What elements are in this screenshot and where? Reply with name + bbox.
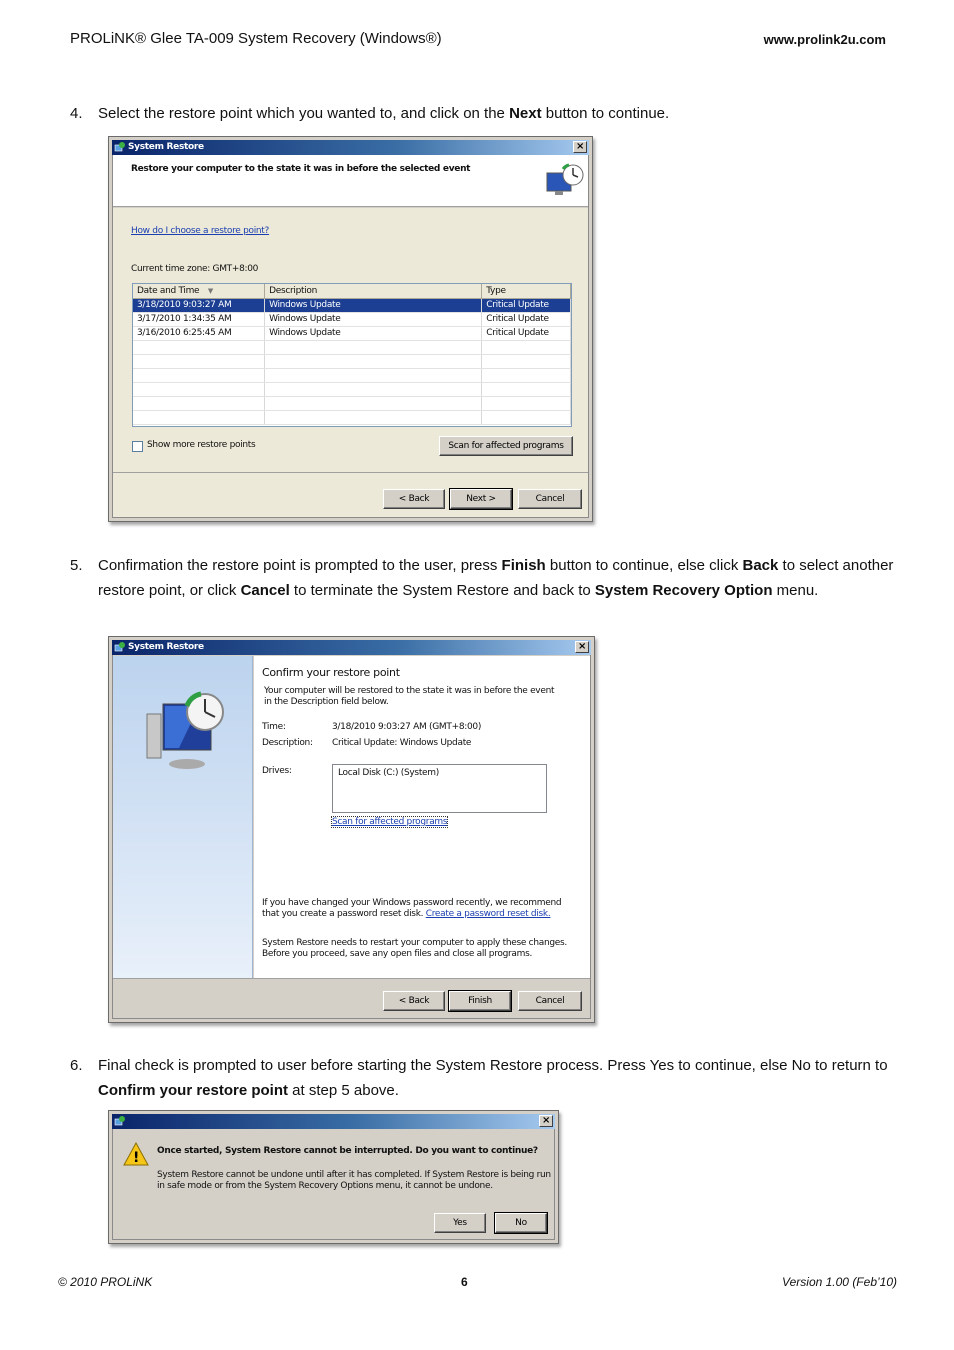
system-restore-icon xyxy=(114,141,126,153)
column-date-time[interactable]: Date and Time ▼ xyxy=(133,284,265,298)
system-restore-dialog-2 xyxy=(108,636,595,1023)
warning-glyph: ! xyxy=(132,1150,140,1166)
table-row[interactable] xyxy=(133,326,571,340)
step-text: at step 5 above. xyxy=(288,1081,399,1099)
row-date: 3/17/2010 1:34:35 AM xyxy=(133,312,265,326)
step-text: button to continue, else click xyxy=(545,557,743,574)
warning-heading: Once started, System Restore cannot be interrupted. Do you want to continue? xyxy=(157,1146,538,1156)
warning-body: in safe mode or from the System Recovery Options menu, it cannot be undone. xyxy=(157,1181,493,1191)
empty-row xyxy=(133,410,571,424)
system-restore-dialog-1 xyxy=(108,136,593,522)
password-note: If you have changed your Windows password recently, we recommend xyxy=(262,898,562,908)
warning-body: System Restore cannot be undone until after it has completed. If System Restore is being run xyxy=(157,1170,551,1180)
wizard-body xyxy=(113,208,588,517)
help-link[interactable]: How do I choose a restore point? xyxy=(131,226,270,236)
divider xyxy=(113,472,588,473)
restart-note: System Restore needs to restart your computer to apply these changes. xyxy=(262,938,567,948)
step-bold: Confirm your restore point xyxy=(98,1081,289,1099)
empty-row xyxy=(133,382,571,396)
footer-page-number: 6 xyxy=(461,1275,468,1289)
warning-icon xyxy=(123,1142,149,1166)
finish-button[interactable]: Finish xyxy=(449,991,511,1011)
titlebar xyxy=(112,140,589,155)
description-label: Description: xyxy=(262,738,313,748)
step-text: Select the restore point which you wanted to, and click on the xyxy=(98,105,510,122)
sort-down-icon: ▼ xyxy=(207,286,213,295)
dialog-title: System Restore xyxy=(128,642,204,652)
description-value: Critical Update: Windows Update xyxy=(332,738,472,748)
empty-row xyxy=(133,368,571,382)
step-text: button to continue. xyxy=(541,105,670,122)
confirm-heading: Confirm your restore point xyxy=(262,666,400,679)
titlebar xyxy=(112,1114,555,1129)
show-more-checkbox[interactable] xyxy=(132,441,143,452)
titlebar xyxy=(112,640,591,655)
wizard-header xyxy=(113,155,588,207)
drive-item: Local Disk (C:) (System) xyxy=(338,768,439,778)
restart-note: Before you proceed, save any open files and close all programs. xyxy=(262,949,533,959)
step-bold: Back xyxy=(742,557,779,574)
no-button[interactable]: No xyxy=(495,1213,547,1233)
column-type[interactable]: Type xyxy=(482,284,571,298)
system-restore-large-icon xyxy=(139,684,229,774)
row-description: Windows Update xyxy=(265,326,482,340)
system-restore-icon xyxy=(114,1115,126,1127)
scan-affected-button[interactable]: Scan for affected programs xyxy=(439,436,573,456)
monitor-clock-icon xyxy=(545,163,585,199)
step-text: Final check is prompted to user before starting the System Restore process. Press Yes to continue, else No to return to xyxy=(98,1057,888,1074)
step-number: 5. xyxy=(70,557,83,574)
wizard-content xyxy=(254,656,590,978)
confirm-restore-dialog xyxy=(108,1110,559,1244)
column-description[interactable]: Description xyxy=(265,284,482,298)
scan-affected-link[interactable]: Scan for affected programs xyxy=(332,817,448,827)
step-number: 6. xyxy=(70,1057,83,1074)
step-bold: Finish xyxy=(501,557,546,574)
show-more-label: Show more restore points xyxy=(147,440,256,450)
step-number: 4. xyxy=(70,105,83,122)
create-reset-disk-link[interactable]: Create a password reset disk. xyxy=(425,909,551,919)
row-type: Critical Update xyxy=(482,326,571,340)
drives-list[interactable] xyxy=(332,764,547,813)
empty-row xyxy=(133,340,571,354)
cancel-button[interactable]: Cancel xyxy=(518,489,582,509)
step-bold: System Recovery Option xyxy=(594,581,773,599)
message-body xyxy=(113,1130,554,1239)
footer-version: Version 1.00 (Feb’10) xyxy=(782,1275,897,1289)
time-label: Time: xyxy=(262,722,286,732)
footer-copyright: © 2010 PROLiNK xyxy=(58,1275,153,1289)
step-6 xyxy=(70,1054,930,1104)
close-icon[interactable]: × xyxy=(573,141,587,153)
system-restore-icon xyxy=(114,641,126,653)
empty-row xyxy=(133,354,571,368)
yes-button[interactable]: Yes xyxy=(434,1213,486,1233)
step-text: to terminate the System Restore and back to xyxy=(289,581,595,599)
drives-label: Drives: xyxy=(262,766,292,776)
header-title: PROLiNK® Glee TA-009 System Recovery (Windows®) xyxy=(70,30,442,47)
wizard-heading: Restore your computer to the state it was in before the selected event xyxy=(131,164,471,174)
step-5 xyxy=(70,554,930,630)
row-description: Windows Update xyxy=(265,298,482,312)
wizard-footer xyxy=(113,978,590,1018)
row-description: Windows Update xyxy=(265,312,482,326)
timezone-label: Current time zone: GMT+8:00 xyxy=(131,264,259,274)
step-4 xyxy=(70,102,930,128)
time-value: 3/18/2010 9:03:27 AM (GMT+8:00) xyxy=(332,722,482,732)
step-text: menu. xyxy=(772,581,819,599)
step-text: Confirmation the restore point is prompted to the user, press xyxy=(98,557,502,574)
back-button[interactable]: < Back xyxy=(383,991,445,1011)
step-bold: Next xyxy=(509,105,542,122)
back-button[interactable]: < Back xyxy=(383,489,445,509)
intro-line: in the Description field below. xyxy=(264,697,389,707)
header-url: www.prolink2u.com xyxy=(763,32,886,47)
wizard-side-panel xyxy=(113,656,253,978)
cancel-button[interactable]: Cancel xyxy=(518,991,582,1011)
table-row[interactable] xyxy=(133,298,571,312)
row-date: 3/18/2010 9:03:27 AM xyxy=(133,298,265,312)
row-type: Critical Update xyxy=(482,312,571,326)
step-text: to select another restore point, or click xyxy=(98,557,894,599)
dialog-title: System Restore xyxy=(128,142,204,152)
close-icon[interactable]: × xyxy=(539,1115,553,1127)
close-icon[interactable]: × xyxy=(575,641,589,653)
row-date: 3/16/2010 6:25:45 AM xyxy=(133,326,265,340)
restore-point-list[interactable] xyxy=(132,283,572,427)
password-note: that you create a password reset disk. xyxy=(262,909,426,919)
next-button[interactable]: Next > xyxy=(450,489,512,509)
table-row[interactable] xyxy=(133,312,571,326)
row-type: Critical Update xyxy=(482,298,571,312)
step-bold: Cancel xyxy=(240,581,290,599)
intro-line: Your computer will be restored to the state it was in before the event xyxy=(264,686,555,696)
empty-row xyxy=(133,396,571,410)
